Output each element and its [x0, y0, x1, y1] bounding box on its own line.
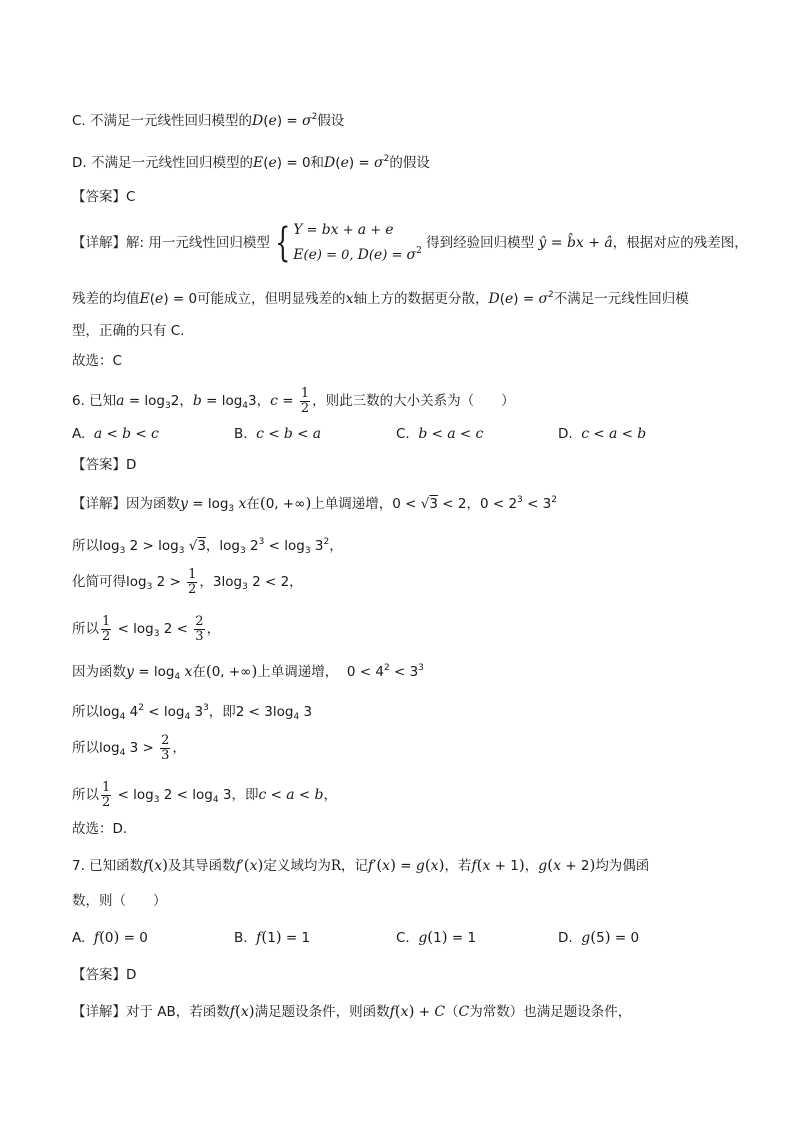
q6-detail-line-4: 所以 $\frac{1}{2}$ < $\log_3 2$ < $\frac{2}{3}$ ，: [72, 613, 221, 644]
q5-option-c-text: C. 不满足一元线性回归模型的: [72, 113, 253, 129]
q6-l5a: 因为函数: [72, 664, 126, 680]
fraction-one-half: $\frac{1}{2}$: [102, 779, 111, 810]
fraction-one-half: $\frac{1}{2}$: [300, 385, 310, 416]
math: x: [345, 291, 354, 307]
q6-l5c: 上单调递增，: [257, 664, 339, 680]
q7-answer: 【答案】D: [72, 967, 137, 983]
math: c: [270, 393, 278, 409]
math: D: [488, 291, 500, 307]
q6-detail-line-3: 化简可得$\log_3 2$ > $\frac{1}{2}$ ，$3\log_3$ 2 < 2，: [72, 566, 303, 597]
math: E: [139, 291, 150, 307]
math: σ: [538, 291, 549, 307]
regression-model-system: { Y = bx + a + e E(e) = 0, $D(e) = \sigma^2$: [274, 220, 422, 266]
q7-stem-e: ，若: [444, 858, 472, 874]
q6-stem-a: 6. 已知: [72, 393, 117, 409]
math: e: [268, 113, 277, 129]
q6-l5b: 在: [192, 664, 206, 680]
q6-option-c: C. b < a < c: [396, 426, 484, 442]
detail-label: 【详解】: [72, 1004, 126, 1020]
fraction-two-thirds: $\frac{2}{3}$: [195, 613, 204, 644]
q7-stem-d: ，记: [341, 858, 369, 874]
q5-option-c-tail: 假设: [317, 113, 345, 129]
q7-d1b: 满足题设条件，则函数: [254, 1004, 390, 1020]
math: e: [340, 155, 349, 171]
q6-detail-line-8: 所以 $\frac{1}{2}$ < $\log_3 2 < \log_4 3$，即c < a < b，: [72, 779, 337, 810]
q6-l1a: 因为函数: [126, 496, 180, 512]
ji-text: ，即: [231, 787, 259, 803]
math: D: [252, 113, 264, 129]
q7-option-a: A. f(0) = 0: [72, 928, 148, 946]
ji-text: ，即: [208, 704, 236, 720]
q7-stem-f: 均为偶函: [595, 858, 650, 874]
fraction-two-thirds: $\frac{2}{3}$: [161, 732, 170, 763]
q6-stem: 6. 已知$a = \log_32$，$b = \log_43$，c = $\frac{1}{2}$ ，则此三数的大小关系为（ ）: [72, 385, 515, 416]
q6-detail-line-2: 所以$\log_3 2 > \log_3 √3$，$\log_3 2^3 < \log_3 3^2$，: [72, 537, 343, 556]
q5-answer: 【答案】C: [72, 189, 136, 205]
q6-option-a: A. a < b < c: [72, 426, 159, 442]
math: y: [180, 496, 188, 512]
q7-option-c: C. g(1) = 1: [396, 928, 477, 946]
q6-detail-line-7: 所以$\log_4 3$ > $\frac{2}{3}$ ，: [72, 732, 186, 763]
q5-detail-2c: 轴上方的数据更分散，: [353, 291, 489, 307]
math: ŷ = b̂x + â: [538, 235, 613, 251]
q5-option-c: C. 不满足一元线性回归模型的$D(e) = \sigma^2$假设: [72, 112, 345, 129]
math: b: [192, 393, 202, 409]
q5-option-d-tail: 的假设: [389, 155, 430, 171]
q6-detail-line-6: 所以$\log_4 4^2 < \log_4 3^3$，即$2 < 3\log_4$ 3: [72, 703, 313, 722]
q5-detail-1a: 解: 用一元线性回归模型: [126, 235, 270, 251]
math: D: [324, 155, 336, 171]
q7-option-d: D. g(5) = 0: [558, 928, 640, 946]
q5-detail-2a: 残差的均值: [72, 291, 140, 307]
q5-option-d-and: 和: [310, 155, 325, 171]
q7-options: [72, 927, 720, 948]
q5-detail-1c: ，根据对应的残差图，: [612, 235, 748, 251]
so-text: 所以: [72, 704, 99, 720]
math: e: [504, 291, 514, 307]
simplify-text: 化简可得: [72, 574, 126, 590]
math: a: [116, 393, 125, 409]
math: σ: [302, 113, 312, 129]
q6-detail-line-1: 【详解】因为函数$y = \log_3 x$在(0, +∞)上单调递增，0 < √3 < 2，$0 < 2^3 < 3^2$: [72, 494, 557, 514]
math: σ: [374, 155, 384, 171]
detail-label: 【详解】: [72, 496, 126, 512]
q5-detail-line-1: [72, 220, 748, 266]
q7-stem-line-2: 数，则（ ）: [72, 893, 167, 909]
fraction-one-half: $\frac{1}{2}$: [102, 613, 111, 644]
q7-detail-line-1: 【详解】对于 AB，若函数f(x)满足题设条件，则函数f(x) + C（C为常数）也满足题设条件，: [72, 1002, 632, 1020]
q5-detail-line-3: 型，正确的只有 C.: [72, 323, 185, 339]
so-text: 所以: [72, 740, 99, 756]
q6-choose: 故选：D.: [72, 821, 128, 837]
q7-d1a: 对于 AB，若函数: [126, 1004, 230, 1020]
so-text: 所以: [72, 787, 99, 803]
math: e: [155, 291, 164, 307]
q6-stem-b: ，则此三数的大小关系为（ ）: [312, 393, 515, 409]
q6-l1b: 在: [246, 496, 260, 512]
q5-detail-2b: 可能成立，但明显残差的: [197, 291, 346, 307]
so-text: 所以: [72, 538, 99, 554]
q7-d1d: 为常数）也满足题设条件，: [469, 1004, 632, 1020]
q5-detail-line-2: 残差的均值E(e) = 0可能成立，但明显残差的x轴上方的数据更分散，$D(e) = \sigma^2$不满足一元线性回归模: [72, 290, 689, 307]
math: E: [252, 155, 264, 171]
q5-choose: 故选：C: [72, 353, 122, 369]
q5-detail-2d: 不满足一元线性回归模: [553, 291, 689, 307]
detail-label: 【详解】: [72, 235, 126, 251]
q6-option-b: B. c < b < a: [234, 426, 322, 442]
q7-stem-b: 及其导函数: [167, 858, 236, 874]
q5-option-d: D. 不满足一元线性回归模型的E(e) = 0和$D(e) = \sigma^2$的假设: [72, 154, 430, 171]
q6-options: [72, 424, 720, 444]
real-numbers-symbol: R: [330, 858, 342, 874]
q7-option-b: B. f(1) = 1: [234, 928, 311, 946]
q5-option-d-text: D. 不满足一元线性回归模型的: [72, 155, 253, 171]
q6-answer: 【答案】D: [72, 457, 137, 473]
q7-stem-a: 7. 已知函数: [72, 858, 144, 874]
fraction-one-half: $\frac{1}{2}$: [188, 566, 197, 597]
q7-stem-c: 定义域均为: [263, 858, 331, 874]
q7-d1c: （: [445, 1004, 459, 1020]
q6-detail-line-5: 因为函数$y = \log_4 x$在(0, +∞)上单调递增， $0 < 4^2 < 3^3$: [72, 662, 424, 682]
q6-option-d: D. c < a < b: [558, 426, 647, 442]
q6-l1c: 上单调递增，: [311, 496, 393, 512]
q5-detail-1b: 得到经验回归模型: [426, 235, 535, 251]
so-text: 所以: [72, 621, 99, 637]
q7-stem-line-1: 7. 已知函数f(x)及其导函数f′(x)定义域均为R，记f′(x) = g(x)，若f(x + 1)，g(x + 2)均为偶函: [72, 856, 650, 874]
math: e: [268, 155, 277, 171]
